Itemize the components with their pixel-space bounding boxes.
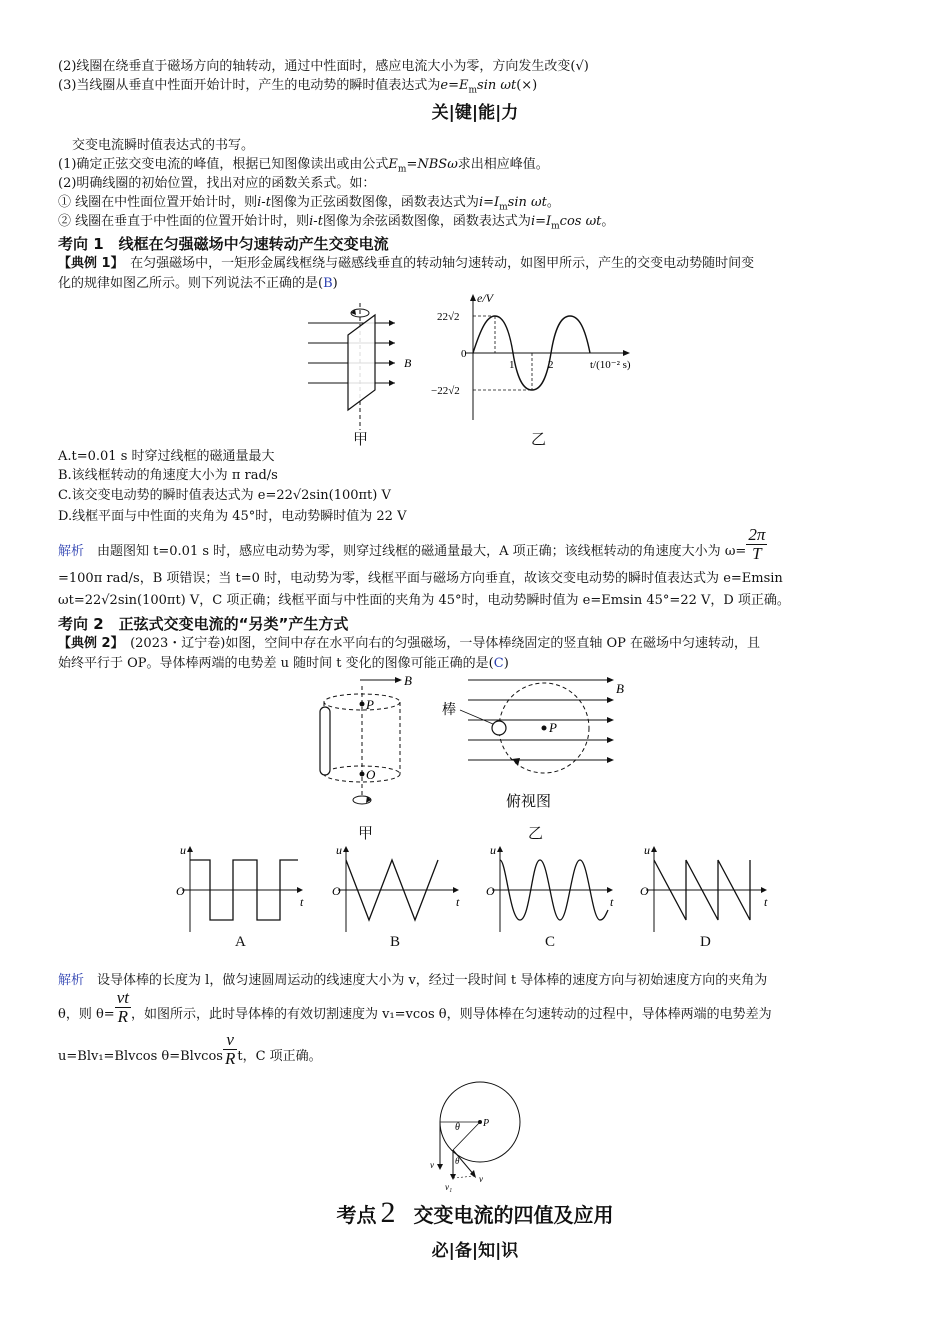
graph-tick-2: 2 <box>548 359 554 371</box>
analysis-2-fraction-1 <box>115 989 131 1026</box>
example-1-tag: 【典例 1】 <box>58 256 118 271</box>
statement-3-formula: e=E <box>440 78 469 93</box>
intro-4a: ② 线圈在垂直于中性面的位置开始计时，则 <box>58 214 310 229</box>
analysis-2-line-2 <box>58 988 772 1026</box>
statement-3-formula-b: sin ωt <box>477 78 517 93</box>
statement-2: (2)线圈在绕垂直于磁场方向的轴转动，通过中性面时，感应电流大小为零，方向发生改变(√) <box>58 59 589 74</box>
option-graph-c-label: C <box>545 934 556 950</box>
example-2-answer: C <box>493 656 504 671</box>
analysis-2-line-3 <box>58 1030 322 1068</box>
option-c: C.该交变电动势的瞬时值表达式为 e=22√2sin(100πt) V <box>58 488 391 503</box>
intro-4c: 图像为余弦函数图像，函数表达式为 <box>322 214 531 229</box>
figure-2-yi-label: 乙 <box>528 824 544 842</box>
graph-x-label: t/(10⁻² s) <box>590 359 631 371</box>
graph-d-u: u <box>644 843 650 857</box>
point-2-heading <box>0 1196 950 1230</box>
figure-yi-label: 乙 <box>531 430 547 448</box>
small-fig-v-left: v <box>430 1160 434 1170</box>
example-1-answer: B <box>323 276 333 291</box>
analysis-2-line-1 <box>58 972 767 990</box>
example-2-stem-text: (2023・辽宁卷)如图，空间中存在水平向右的匀强磁场，一导体棒绕固定的竖直轴 OP 在磁场中匀速转动，且 <box>130 636 760 651</box>
graph-c-u: u <box>490 843 496 857</box>
intro-3a: ① 线圈在中性面位置开始计时，则 <box>58 195 258 210</box>
intro-4e: m <box>551 221 560 232</box>
intro-1c: m <box>397 164 407 175</box>
intro-3e: m <box>499 202 508 213</box>
analysis-2-text-3b: t，C 项正确。 <box>237 1049 322 1064</box>
figure-2-O-label: O <box>366 767 376 782</box>
statement-3-mark: (×) <box>516 78 538 93</box>
analysis-1-line-2: =100π rad/s，B 项错误；当 t=0 时，电动势为零，线框平面与磁场方向垂直，故该交变电动势的瞬时值表达式为 e=Emsin <box>58 571 783 586</box>
option-b: B.该线框转动的角速度大小为 π rad/s <box>58 468 278 483</box>
figure-2-P-label: P <box>366 697 374 712</box>
graph-b-t: t <box>456 895 460 909</box>
intro-3d: i=I <box>478 195 500 210</box>
example-2-stem-2 <box>58 655 509 673</box>
figure-top-view-label: 俯视图 <box>506 794 552 810</box>
fraction-numerator: 2π <box>748 525 766 544</box>
graph-b-o: O <box>332 884 341 898</box>
analysis-1-fraction <box>746 526 767 563</box>
graph-y-max: 22√2 <box>437 311 460 323</box>
small-fig-theta-2: θ <box>455 1156 460 1166</box>
analysis-2-tag: 解析 <box>58 973 85 988</box>
intro-1a: (1)确定正弦交变电流的峰值，根据已知图像读出或由公式 <box>58 157 389 172</box>
figure-rotating-rod <box>310 672 430 842</box>
graph-d-o: O <box>640 884 649 898</box>
analysis-1-line-3: ωt=22√2sin(100πt) V，C 项正确；线框平面与中性面的夹角为 45°时，电动势瞬时值为 e=Emsin 45°=22 V，D 项正确。 <box>58 593 790 608</box>
intro-3b: i-t <box>257 195 271 210</box>
graph-b-u: u <box>336 843 342 857</box>
graph-c-t: t <box>610 895 614 909</box>
figure-velocity-decomposition <box>425 1078 535 1193</box>
intro-4b: i-t <box>309 214 323 229</box>
small-fig-v1: v₁ <box>445 1182 453 1192</box>
statement-3 <box>58 77 537 100</box>
graph-d-t: t <box>764 895 768 909</box>
graph-a-u: u <box>180 843 186 857</box>
fraction-2-denominator: R <box>224 1049 236 1068</box>
option-graph-a-label: A <box>235 934 246 950</box>
intro-line-2: (2)明确线圈的初始位置，找出对应的函数关系式。如： <box>58 176 376 191</box>
analysis-2-fraction-2 <box>223 1031 237 1068</box>
analysis-1-text-1: 由题图知 t=0.01 s 时，感应电动势为零，则穿过线框的磁通量最大，A 项正确；该线框转动的角速度大小为 ω= <box>97 544 747 559</box>
figure-2b-B-label: B <box>616 681 624 696</box>
example-1-stem-1 <box>58 255 754 273</box>
figure-jia-label: 甲 <box>353 430 369 448</box>
example-1-stem-text-2: 化的规律如图乙所示。则下列说法不正确的是( <box>58 276 324 291</box>
statement-3-text: (3)当线圈从垂直中性面开始计时，产生的电动势的瞬时值表达式为 <box>58 78 441 93</box>
graph-c-o: O <box>486 884 495 898</box>
direction-1-title: 考向 1 线框在匀强磁场中匀速转动产生交变电流 <box>58 235 389 253</box>
intro-1d: =NBSω <box>406 157 458 172</box>
point-2-prefix: 考点 <box>336 1203 377 1227</box>
example-1-close: ) <box>332 276 338 291</box>
graph-y-min: −22√2 <box>431 385 460 397</box>
example-2-tag: 【典例 2】 <box>58 636 118 651</box>
section-essential-knowledge: 必|备|知|识 <box>431 1241 519 1261</box>
example-2-stem-text-2: 始终平行于 OP。导体棒两端的电势差 u 随时间 t 变化的图像可能正确的是( <box>58 656 494 671</box>
figure-top-view <box>440 672 640 812</box>
small-fig-theta-1: θ <box>455 1122 460 1133</box>
intro-3g: 。 <box>546 195 560 210</box>
section-key-abilities: 关|键|能|力 <box>431 103 519 123</box>
option-d: D.线框平面与中性面的夹角为 45°时，电动势瞬时值为 22 V <box>58 509 407 524</box>
fraction-1-denominator: R <box>117 1007 129 1026</box>
example-1-stem-text: 在匀强磁场中，一矩形金属线框绕与磁感线垂直的转动轴匀速转动，如图甲所示，产生的交变电动势随时间变 <box>130 256 755 271</box>
figure-2b-P-label: P <box>549 720 557 735</box>
graph-y-label: e/V <box>477 291 493 305</box>
figure-coil-in-field <box>300 295 420 445</box>
figure-emf-graph <box>425 290 655 425</box>
example-2-stem-1 <box>58 635 760 653</box>
option-a: A.t=0.01 s 时穿过线框的磁通量最大 <box>58 449 275 464</box>
direction-2-title: 考向 2 正弦式交变电流的“另类”产生方式 <box>58 615 349 633</box>
fraction-1-numerator: vt <box>116 988 129 1007</box>
graph-tick-1: 1 <box>509 359 515 371</box>
point-2-number: 2 <box>380 1196 396 1229</box>
intro-3f: sin ωt <box>507 195 547 210</box>
option-graph-b-label: B <box>390 934 401 950</box>
small-fig-P: P <box>483 1118 490 1129</box>
figure-2-B-label: B <box>404 673 412 688</box>
example-1-stem-2 <box>58 275 338 293</box>
example-2-close: ) <box>503 656 509 671</box>
intro-1e: 求出相应峰值。 <box>457 157 549 172</box>
intro-line-0: 交变电流瞬时值表达式的书写。 <box>72 138 255 153</box>
analysis-2-text-2b: ，如图所示，此时导体棒的有效切割速度为 v₁=vcos θ，则导体棒在匀速转动的过程中，导体棒两端的电势差为 <box>130 1007 772 1022</box>
intro-4g: 。 <box>601 214 615 229</box>
graph-a-t: t <box>300 895 304 909</box>
analysis-1-tag: 解析 <box>58 544 85 559</box>
intro-3c: 图像为正弦函数图像，函数表达式为 <box>270 195 479 210</box>
statement-3-sub: m <box>468 85 478 96</box>
fraction-denominator: T <box>752 544 762 563</box>
graph-origin: 0 <box>461 348 467 360</box>
fraction-2-numerator: v <box>223 1031 237 1050</box>
analysis-2-text-2a: θ，则 θ= <box>58 1007 115 1022</box>
intro-1b: E <box>388 157 398 172</box>
analysis-2-text-1: 设导体棒的长度为 l，做匀速圆周运动的线速度大小为 v，经过一段时间 t 导体棒的速度方向与初始速度方向的夹角为 <box>97 973 768 988</box>
point-2-title: 交变电流的四值及应用 <box>413 1203 614 1227</box>
figure-coil-B-label: B <box>404 356 412 370</box>
analysis-2-text-3a: u=Blv₁=Blvcos θ=Blvcos <box>58 1049 223 1064</box>
intro-4f: cos ωt <box>559 214 602 229</box>
option-graph-d-label: D <box>700 934 711 950</box>
graph-a-o: O <box>176 884 185 898</box>
figure-2-jia-label: 甲 <box>358 824 374 842</box>
figure-rod-label: 棒 <box>442 703 456 718</box>
intro-4d: i=I <box>530 214 552 229</box>
small-fig-v-right: v <box>479 1174 483 1184</box>
